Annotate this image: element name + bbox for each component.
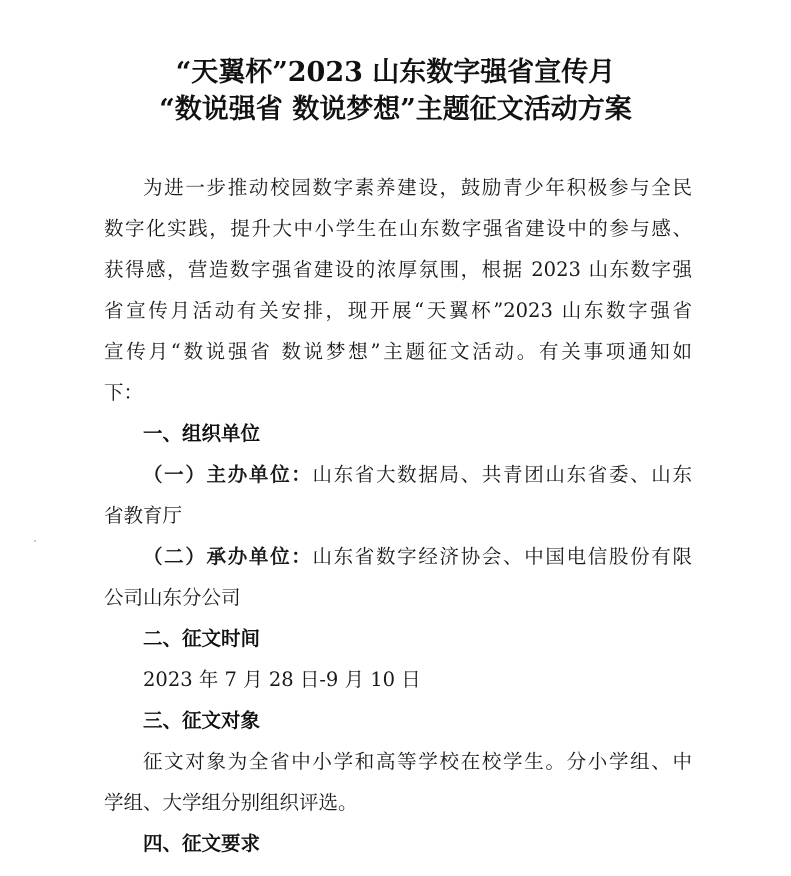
scan-speck <box>34 540 36 542</box>
section-1-heading: 一、组织单位 <box>143 422 261 445</box>
section-2-heading: 二、征文时间 <box>143 627 261 650</box>
essay-target-line-1: 征文对象为全省中小学和高等学校在校学生。分小学组、中 <box>143 750 692 773</box>
document-title-line-1: “天翼杯”2023 山东数字强省宣传月 <box>175 57 616 88</box>
document-title-line-2: “数说强省 数说梦想”主题征文活动方案 <box>159 94 632 125</box>
intro-line-3: 获得感，营造数字强省建设的浓厚氛围，根据 2023 山东数字强 <box>104 258 692 281</box>
organizer-undertaker-line <box>143 544 692 570</box>
organizer-host-text: 山东省大数据局、共青团山东省委、山东 <box>312 463 692 486</box>
section-4-heading: 四、征文要求 <box>143 832 261 855</box>
organizer-host-label: （一）主办单位： <box>143 463 313 486</box>
organizer-undertaker-text: 山东省数字经济协会、中国电信股份有限 <box>312 545 692 568</box>
intro-line-4: 省宣传月活动有关安排，现开展“天翼杯”2023 山东数字强省 <box>104 299 692 322</box>
intro-line-2: 数字化实践，提升大中小学生在山东数字强省建设中的参与感、 <box>104 217 692 240</box>
organizer-host-continuation: 省教育厅 <box>104 504 183 527</box>
essay-target-line-2: 学组、大学组分别组织评选。 <box>104 791 358 814</box>
organizer-undertaker-continuation: 公司山东分公司 <box>104 586 241 609</box>
organizer-host-line <box>143 462 692 488</box>
organizer-undertaker-label: （二）承办单位： <box>143 545 313 568</box>
intro-line-1: 为进一步推动校园数字素养建设，鼓励青少年积极参与全民 <box>143 176 692 199</box>
intro-line-5: 宣传月“数说强省 数说梦想”主题征文活动。有关事项通知如 <box>104 340 692 363</box>
section-3-heading: 三、征文对象 <box>143 709 261 732</box>
essay-period-text: 2023 年 7 月 28 日-9 月 10 日 <box>143 668 421 691</box>
intro-line-6: 下： <box>104 381 144 404</box>
